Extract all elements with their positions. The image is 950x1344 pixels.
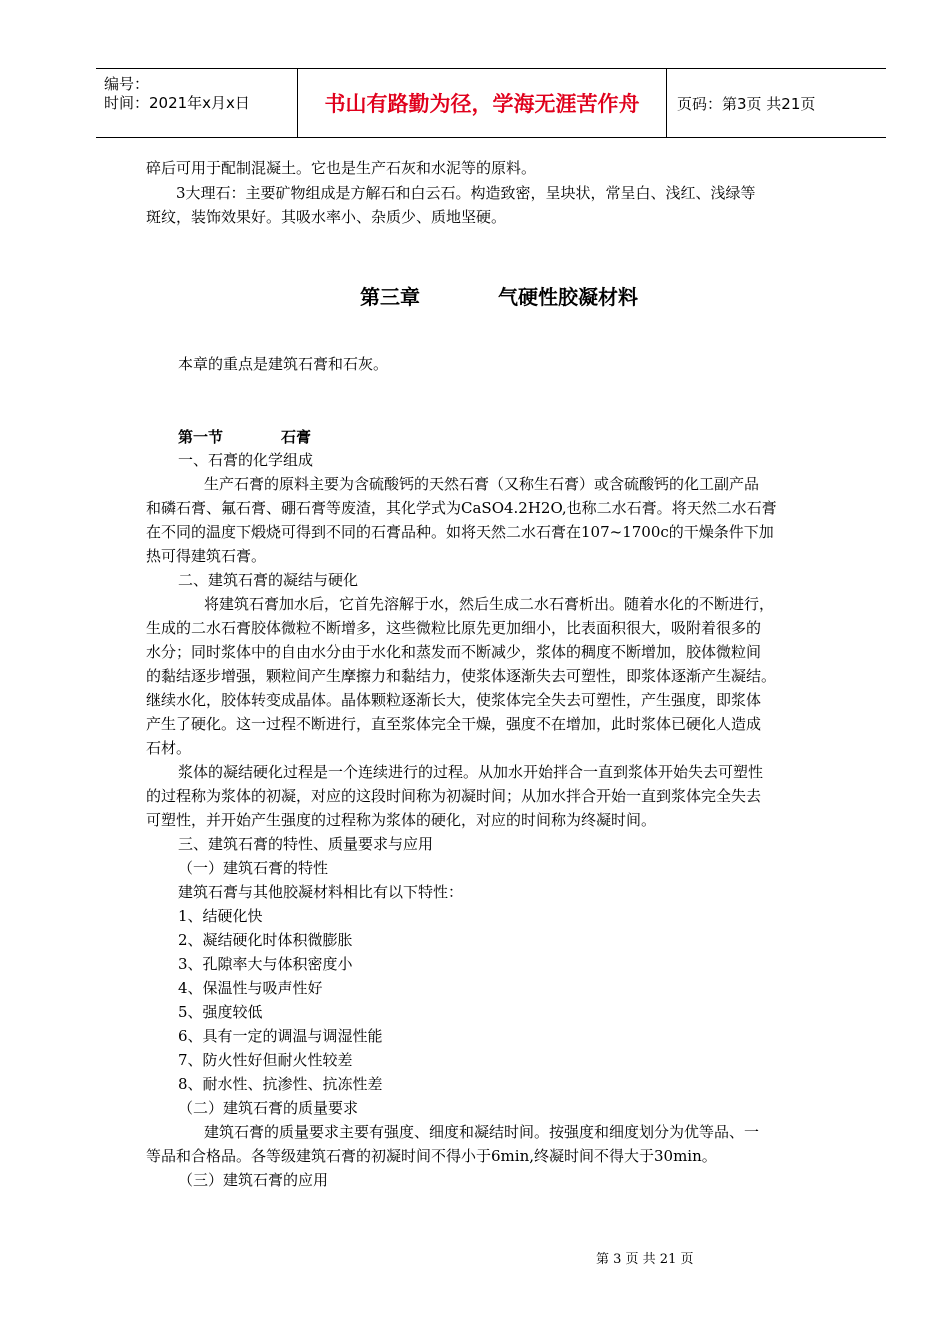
subheading: （二）建筑石膏的质量要求 — [178, 1099, 359, 1117]
subheading: 三、建筑石膏的特性、质量要求与应用 — [178, 835, 434, 853]
list-item: 8、耐水性、抗渗性、抗冻性差 — [178, 1075, 383, 1093]
paragraph-line: 生产石膏的原料主要为含硫酸钙的天然石膏（又称生石膏）或含硫酸钙的化工副产品 — [204, 475, 760, 493]
paragraph-line: 的黏结逐步增强，颗粒间产生摩擦力和黏结力，使浆体逐渐失去可塑性，即浆体逐渐产生凝结。 — [146, 667, 777, 685]
list-item: 3、孔隙率大与体积密度小 — [178, 955, 353, 973]
subheading: （三）建筑石膏的应用 — [178, 1171, 329, 1189]
list-item: 4、保温性与吸声性好 — [178, 979, 323, 997]
paragraph-line: 建筑石膏与其他胶凝材料相比有以下特性： — [178, 883, 464, 901]
paragraph-line: 斑纹，装饰效果好。其吸水率小、杂质少、质地坚硬。 — [146, 208, 507, 226]
list-item: 7、防火性好但耐火性较差 — [178, 1051, 353, 1069]
paragraph-line: 热可得建筑石膏。 — [146, 547, 267, 565]
list-item: 2、凝结硬化时体积微膨胀 — [178, 931, 353, 949]
chapter-heading — [360, 281, 638, 310]
chapter-title: 气硬性胶凝材料 — [498, 285, 638, 309]
paragraph-line: 在不同的温度下煅烧可得到不同的石膏品种。如将天然二水石膏在107~1700c的干燥条件下加 — [146, 523, 774, 541]
paragraph-line: 的过程称为浆体的初凝，对应的这段时间称为初凝时间；从加水拌合开始一直到浆体完全失去 — [146, 787, 762, 805]
subheading: 二、建筑石膏的凝结与硬化 — [178, 571, 359, 589]
paragraph-line: 将建筑石膏加水后，它首先溶解于水，然后生成二水石膏析出。随着水化的不断进行， — [204, 595, 775, 613]
paragraph-line: 等品和合格品。各等级建筑石膏的初凝时间不得小于6min,终凝时间不得大于30min。 — [146, 1147, 717, 1165]
chapter-number: 第三章 — [360, 285, 420, 309]
paragraph-line: 建筑石膏的质量要求主要有强度、细度和凝结时间。按强度和细度划分为优等品、一 — [204, 1123, 760, 1141]
subheading: （一）建筑石膏的特性 — [178, 859, 329, 877]
header-motto: 书山有路勤为径，学海无涯苦作舟 — [297, 69, 667, 137]
paragraph-line: 3大理石：主要矿物组成是方解石和白云石。构造致密，呈块状，常呈白、浅红、浅绿等 — [176, 184, 756, 202]
header-meta — [96, 69, 297, 137]
paragraph-line: 碎后可用于配制混凝土。它也是生产石灰和水泥等的原料。 — [146, 159, 537, 177]
section-heading — [178, 426, 311, 447]
header-number: 编号： — [104, 75, 150, 93]
paragraph-line: 可塑性，并开始产生强度的过程称为浆体的硬化，对应的时间称为终凝时间。 — [146, 811, 657, 829]
list-item: 5、强度较低 — [178, 1003, 263, 1021]
list-item: 1、结硬化快 — [178, 907, 263, 925]
chapter-intro: 本章的重点是建筑石膏和石灰。 — [178, 355, 389, 373]
paragraph-line: 继续水化，胶体转变成晶体。晶体颗粒逐渐长大，使浆体完全失去可塑性，产生强度，即浆体 — [146, 691, 762, 709]
header-time: 时间：2021年x月x日 — [104, 94, 250, 112]
paragraph-line: 和磷石膏、氟石膏、硼石膏等废渣，其化学式为CaSO4.2H2O,也称二水石膏。将天然二水石膏 — [146, 499, 777, 517]
paragraph-line: 生成的二水石膏胶体微粒不断增多，这些微粒比原先更加细小，比表面积很大，吸附着很多的 — [146, 619, 762, 637]
section-title: 石膏 — [281, 428, 312, 446]
section-number: 第一节 — [178, 428, 224, 446]
subheading: 一、石膏的化学组成 — [178, 451, 314, 469]
paragraph-line: 浆体的凝结硬化过程是一个连续进行的过程。从加水开始拌合一直到浆体开始失去可塑性 — [178, 763, 764, 781]
paragraph-line: 产生了硬化。这一过程不断进行，直至浆体完全干燥，强度不在增加，此时浆体已硬化人造成 — [146, 715, 762, 733]
page-header — [96, 68, 886, 138]
page-footer: 第 3 页 共 21 页 — [596, 1252, 694, 1267]
list-item: 6、具有一定的调温与调湿性能 — [178, 1027, 383, 1045]
header-page: 页码：第3页 共21页 — [677, 94, 816, 113]
paragraph-line: 水分；同时浆体中的自由水分由于水化和蒸发而不断减少，浆体的稠度不断增加，胶体微粒间 — [146, 643, 762, 661]
paragraph-line: 石材。 — [146, 739, 192, 757]
